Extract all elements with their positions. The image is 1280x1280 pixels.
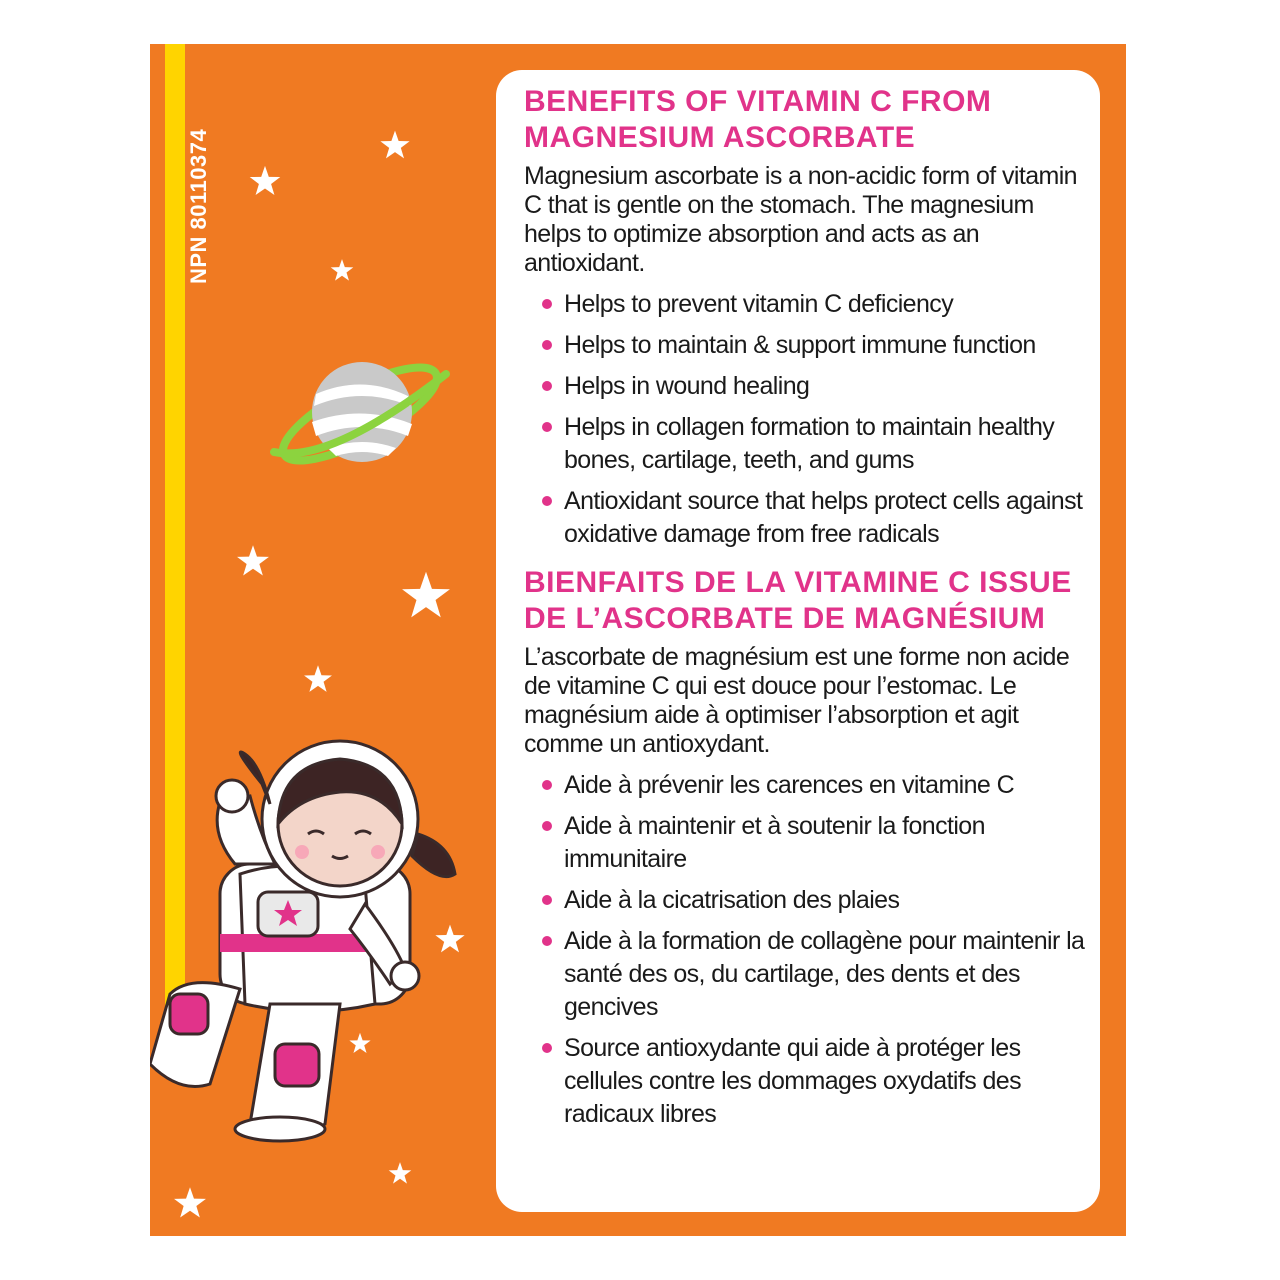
list-item: Aide à prévenir les carences en vitamine C [540,769,1094,802]
list-item: Antioxidant source that helps protect cells against oxidative damage from free radicals [540,485,1094,551]
list-item: Aide à maintenir et à soutenir la fonction immunitaire [540,810,1094,876]
astronaut-illustration [150,741,455,1141]
english-intro: Magnesium ascorbate is a non-acidic form of vitamin C that is gentle on the stomach. The magnesium helps to optimize absorption and acts as an antioxidant. [524,162,1077,277]
english-bullet-list [524,288,1094,551]
star-icon [304,665,332,692]
list-item: Aide à la formation de collagène pour maintenir la santé des os, du cartilage, des dents et des gencives [540,925,1094,1024]
french-bullet-list [524,769,1094,1131]
planet-icon [272,351,448,478]
french-heading: BIENFAITS DE LA VITAMINE C ISSUE DE L’ASCORBATE DE MAGNÉSIUM [524,566,1072,635]
list-item: Source antioxydante qui aide à protéger les cellules contre les dommages oxydatifs des radicaux libres [540,1032,1094,1131]
benefits-content [524,84,1094,1145]
list-item: Helps in collagen formation to maintain healthy bones, cartilage, teeth, and gums [540,411,1094,477]
french-intro: L’ascorbate de magnésium est une forme non acide de vitamine C qui est douce pour l’estomac. Le magnésium aide à optimiser l’absorption et agit comme un antioxydant. [524,643,1070,758]
star-icon [331,259,354,281]
english-heading: BENEFITS OF VITAMIN C FROM MAGNESIUM ASCORBATE [524,85,992,154]
star-icon [237,545,269,575]
star-icon [402,572,450,618]
label-panel [150,44,1126,1236]
star-icon [435,925,464,953]
star-icon [389,1162,412,1184]
list-item: Helps in wound healing [540,370,1094,403]
star-icon [174,1187,206,1217]
star-icon [380,131,409,159]
list-item: Helps to maintain & support immune function [540,329,1094,362]
star-icon [349,1033,370,1053]
list-item: Helps to prevent vitamin C deficiency [540,288,1094,321]
list-item: Aide à la cicatrisation des plaies [540,884,1094,917]
npn-number: NPN 80110374 [186,128,211,284]
star-icon [250,166,281,195]
